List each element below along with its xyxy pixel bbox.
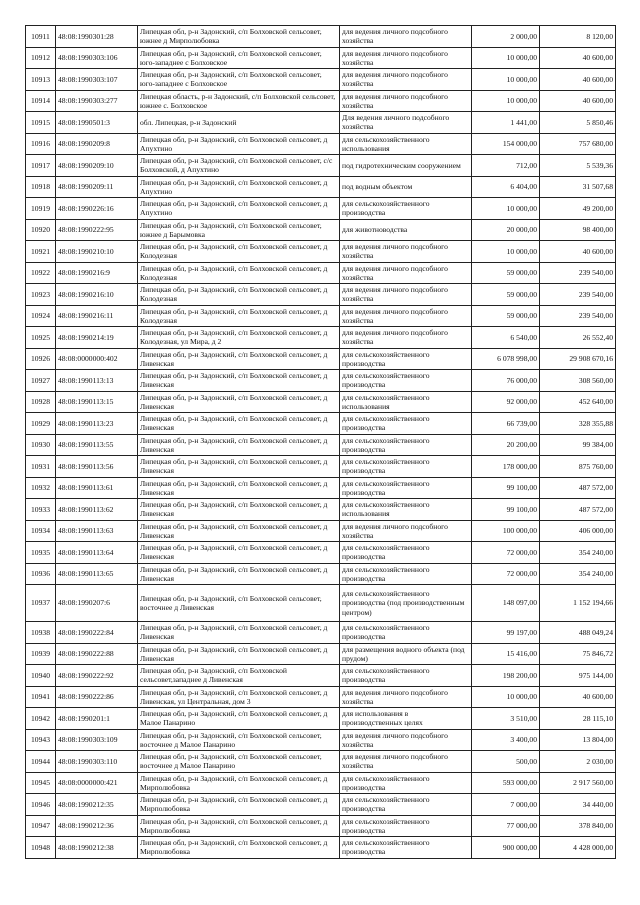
cadastral-number-cell: 48:08:1990113:63 [56,520,138,542]
permitted-use-cell: для сельскохозяйственного производства [340,456,472,478]
permitted-use-cell: для сельскохозяйственного использования [340,391,472,413]
row-number-cell: 10943 [26,729,56,751]
cadastral-number-cell: 48:08:1990216:11 [56,305,138,327]
table-row [26,391,616,413]
row-number-cell: 10944 [26,751,56,773]
cadastral-number-cell: 48:08:1990222:88 [56,643,138,665]
cadastral-number-cell: 48:08:0000000:402 [56,348,138,370]
cadastral-number-cell: 48:08:1990303:277 [56,90,138,112]
table-body [26,26,616,859]
address-cell: Липецкая обл, р-н Задонский, с/п Болховской сельсовет, юго-западнее с Болховское [138,69,340,91]
row-number-cell: 10928 [26,391,56,413]
row-number-cell: 10913 [26,69,56,91]
permitted-use-cell: для сельскохозяйственного производства [340,542,472,564]
permitted-use-cell: для сельскохозяйственного производства [340,563,472,585]
cadastral-number-cell: 48:08:1990212:35 [56,794,138,816]
cadastral-value-cell: 75 846,72 [540,643,616,665]
cadastral-number-cell: 48:08:1990113:15 [56,391,138,413]
table-row [26,542,616,564]
cadastral-number-cell: 48:08:1990209:10 [56,155,138,177]
cadastral-number-cell: 48:08:1990226:16 [56,198,138,220]
cadastral-value-cell: 28 115,10 [540,708,616,730]
row-number-cell: 10936 [26,563,56,585]
row-number-cell: 10918 [26,176,56,198]
permitted-use-cell: для размещения водного объекта (под прудом) [340,643,472,665]
area-cell: 99 100,00 [472,499,540,521]
row-number-cell: 10924 [26,305,56,327]
area-cell: 77 000,00 [472,815,540,837]
area-cell: 10 000,00 [472,90,540,112]
area-cell: 712,00 [472,155,540,177]
address-cell: Липецкая обл, р-н Задонский, с/п Болховской сельсовет, д Мирполюбовка [138,794,340,816]
row-number-cell: 10919 [26,198,56,220]
permitted-use-cell: для ведения личного подсобного хозяйства [340,729,472,751]
address-cell: Липецкая обл, р-н Задонский, с/п Болховской сельсовет, д Колодезная [138,284,340,306]
cadastral-value-cell: 26 552,40 [540,327,616,349]
area-cell: 10 000,00 [472,198,540,220]
row-number-cell: 10931 [26,456,56,478]
area-cell: 59 000,00 [472,262,540,284]
area-cell: 1 441,00 [472,112,540,134]
cadastral-value-cell: 975 144,00 [540,665,616,687]
table-row [26,47,616,69]
address-cell: Липецкая обл, р-н Задонский, с/п Болховской сельсовет, д Ливенская [138,499,340,521]
row-number-cell: 10935 [26,542,56,564]
permitted-use-cell: для сельскохозяйственного производства [340,794,472,816]
cadastral-number-cell: 48:08:1990207:6 [56,585,138,622]
cadastral-number-cell: 48:08:1990303:106 [56,47,138,69]
area-cell: 15 416,00 [472,643,540,665]
address-cell: Липецкая обл, р-н Задонский, с/п Болховской сельсовет, д Колодезная [138,241,340,263]
cadastral-number-cell: 48:08:1990222:92 [56,665,138,687]
cadastral-number-cell: 48:08:1990212:38 [56,837,138,859]
cadastral-number-cell: 48:08:1990212:36 [56,815,138,837]
table-row [26,370,616,392]
address-cell: Липецкая обл, р-н Задонский, с/п Болховской сельсовет, д Ливенская [138,622,340,644]
table-row [26,520,616,542]
table-row [26,305,616,327]
row-number-cell: 10930 [26,434,56,456]
table-row [26,772,616,794]
cadastral-number-cell: 48:08:1990222:86 [56,686,138,708]
permitted-use-cell: для сельскохозяйственного производства [340,413,472,435]
permitted-use-cell: для ведения личного подсобного хозяйства [340,284,472,306]
area-cell: 178 000,00 [472,456,540,478]
row-number-cell: 10939 [26,643,56,665]
cadastral-number-cell: 48:08:1990113:13 [56,370,138,392]
address-cell: Липецкая обл, р-н Задонский, с/п Болховской сельсовет, д Колодезная [138,262,340,284]
permitted-use-cell: для сельскохозяйственного производства [340,622,472,644]
cadastral-number-cell: 48:08:1990209:8 [56,133,138,155]
address-cell: Липецкая обл, р-н Задонский, с/п Болховской сельсовет, д Мирполюбовка [138,837,340,859]
table-row [26,198,616,220]
cadastral-value-cell: 757 680,00 [540,133,616,155]
cadastral-number-cell: 48:08:0000000:421 [56,772,138,794]
area-cell: 20 000,00 [472,219,540,241]
area-cell: 10 000,00 [472,241,540,263]
address-cell: Липецкая обл, р-н Задонский, с/п Болховской сельсовет, восточнее д Малое Панарино [138,751,340,773]
area-cell: 7 000,00 [472,794,540,816]
table-row [26,563,616,585]
cadastral-value-cell: 487 572,00 [540,477,616,499]
permitted-use-cell: для ведения личного подсобного хозяйства [340,262,472,284]
area-cell: 198 200,00 [472,665,540,687]
cadastral-value-cell: 13 804,00 [540,729,616,751]
cadastral-value-cell: 4 428 000,00 [540,837,616,859]
permitted-use-cell: для животноводства [340,219,472,241]
cadastral-number-cell: 48:08:1990303:107 [56,69,138,91]
row-number-cell: 10917 [26,155,56,177]
area-cell: 92 000,00 [472,391,540,413]
address-cell: Липецкая обл, р-н Задонский, с/п Болховской сельсовет, юго-западнее с Болховское [138,47,340,69]
cadastral-value-cell: 8 120,00 [540,26,616,48]
row-number-cell: 10925 [26,327,56,349]
area-cell: 148 097,00 [472,585,540,622]
permitted-use-cell: Для ведения личного подсобного хозяйства [340,112,472,134]
area-cell: 6 404,00 [472,176,540,198]
permitted-use-cell: для сельскохозяйственного производства [340,837,472,859]
row-number-cell: 10937 [26,585,56,622]
permitted-use-cell: для сельскохозяйственного производства [340,370,472,392]
permitted-use-cell: для ведения личного подсобного хозяйства [340,686,472,708]
row-number-cell: 10914 [26,90,56,112]
permitted-use-cell: для ведения личного подсобного хозяйства [340,90,472,112]
area-cell: 3 400,00 [472,729,540,751]
permitted-use-cell: для ведения личного подсобного хозяйства [340,47,472,69]
table-row [26,643,616,665]
row-number-cell: 10923 [26,284,56,306]
cadastral-value-cell: 29 908 670,16 [540,348,616,370]
address-cell: Липецкая обл, р-н Задонский, с/п Болховской сельсовет, д Апухтино [138,133,340,155]
row-number-cell: 10934 [26,520,56,542]
row-number-cell: 10938 [26,622,56,644]
cadastral-number-cell: 48:08:1990222:84 [56,622,138,644]
cadastral-value-cell: 40 600,00 [540,90,616,112]
address-cell: Липецкая обл, р-н Задонский, с/п Болховской сельсовет, д Ливенская [138,348,340,370]
row-number-cell: 10946 [26,794,56,816]
cadastral-number-cell: 48:08:1990214:19 [56,327,138,349]
address-cell: Липецкая обл, р-н Задонский, с/п Болховской сельсовет, д Ливенская [138,434,340,456]
address-cell: Липецкая обл, р-н Задонский, с/п Болховской сельсовет, д Колодезная [138,305,340,327]
table-row [26,176,616,198]
cadastral-number-cell: 48:08:1990201:1 [56,708,138,730]
permitted-use-cell: для сельскохозяйственного производства (под производственным центром) [340,585,472,622]
row-number-cell: 10945 [26,772,56,794]
area-cell: 10 000,00 [472,686,540,708]
permitted-use-cell: для ведения личного подсобного хозяйства [340,520,472,542]
row-number-cell: 10916 [26,133,56,155]
permitted-use-cell: для сельскохозяйственного производства [340,348,472,370]
table-row [26,794,616,816]
permitted-use-cell: под водным объектом [340,176,472,198]
address-cell: Липецкая обл, р-н Задонский, с/п Болховской сельсовет, д Колодезная, ул Мира, д 2 [138,327,340,349]
address-cell: Липецкая обл, р-н Задонский, с/п Болховской сельсовет, д Мирполюбовка [138,815,340,837]
area-cell: 593 000,00 [472,772,540,794]
row-number-cell: 10948 [26,837,56,859]
cadastral-value-cell: 452 640,00 [540,391,616,413]
row-number-cell: 10933 [26,499,56,521]
table-row [26,413,616,435]
cadastral-value-cell: 487 572,00 [540,499,616,521]
permitted-use-cell: для сельскохозяйственного производства [340,198,472,220]
address-cell: Липецкая обл, р-н Задонский, с/п Болховской сельсовет, восточнее д Ливенская [138,585,340,622]
land-plots-table [25,25,616,859]
table-row [26,26,616,48]
permitted-use-cell: для ведения личного подсобного хозяйства [340,69,472,91]
row-number-cell: 10922 [26,262,56,284]
row-number-cell: 10912 [26,47,56,69]
address-cell: Липецкая обл, р-н Задонский, с/п Болховской сельсовет, д Ливенская, ул Центральная, дом 3 [138,686,340,708]
address-cell: Липецкая обл, р-н Задонский, с/п Болховской сельсовет, д Ливенская [138,520,340,542]
permitted-use-cell: для ведения личного подсобного хозяйства [340,751,472,773]
address-cell: Липецкая обл, р-н Задонский, с/п Болховской сельсовет, д Мирполюбовка [138,772,340,794]
area-cell: 99 100,00 [472,477,540,499]
address-cell: Липецкая обл, р-н Задонский, с/п Болховской сельсовет, южнее д Барымовка [138,219,340,241]
table-row [26,665,616,687]
address-cell: Липецкая обл, р-н Задонский, с/п Болховской сельсовет, д Ливенская [138,477,340,499]
permitted-use-cell: для сельскохозяйственного производства [340,815,472,837]
cadastral-number-cell: 48:08:1990113:56 [56,456,138,478]
table-row [26,456,616,478]
area-cell: 3 510,00 [472,708,540,730]
cadastral-value-cell: 34 440,00 [540,794,616,816]
cadastral-value-cell: 406 000,00 [540,520,616,542]
area-cell: 6 078 998,00 [472,348,540,370]
address-cell: Липецкая обл, р-н Задонский, с/п Болховской сельсовет, д Ливенская [138,643,340,665]
cadastral-number-cell: 48:08:1990209:11 [56,176,138,198]
address-cell: Липецкая обл, р-н Задонский, с/п Болховской сельсовет, д Ливенская [138,391,340,413]
table-row [26,499,616,521]
area-cell: 72 000,00 [472,542,540,564]
area-cell: 500,00 [472,751,540,773]
permitted-use-cell: для ведения личного подсобного хозяйства [340,305,472,327]
table-row [26,133,616,155]
permitted-use-cell: для сельскохозяйственного использования [340,133,472,155]
address-cell: Липецкая обл, р-н Задонский, с/п Болховской сельсовет, д Ливенская [138,456,340,478]
row-number-cell: 10911 [26,26,56,48]
document-page [25,25,615,859]
address-cell: Липецкая обл, р-н Задонский, с/п Болховской сельсовет, д Ливенская [138,413,340,435]
table-row [26,751,616,773]
address-cell: Липецкая обл, р-н Задонский, с/п Болховской сельсовет, д Ливенская [138,542,340,564]
cadastral-number-cell: 48:08:1990113:65 [56,563,138,585]
cadastral-value-cell: 31 507,68 [540,176,616,198]
cadastral-value-cell: 40 600,00 [540,241,616,263]
area-cell: 10 000,00 [472,47,540,69]
permitted-use-cell: под гидротехническим сооружением [340,155,472,177]
cadastral-value-cell: 2 917 560,00 [540,772,616,794]
table-row [26,729,616,751]
cadastral-value-cell: 5 539,36 [540,155,616,177]
cadastral-number-cell: 48:08:1990113:23 [56,413,138,435]
cadastral-value-cell: 239 540,00 [540,262,616,284]
area-cell: 99 197,00 [472,622,540,644]
address-cell: Липецкая обл, р-н Задонский, с/п Болховской сельсовет,западнее д Ливенская [138,665,340,687]
table-row [26,708,616,730]
permitted-use-cell: для ведения личного подсобного хозяйства [340,327,472,349]
address-cell: Липецкая обл, р-н Задонский, с/п Болховской сельсовет, д Малое Панарино [138,708,340,730]
cadastral-number-cell: 48:08:1990501:3 [56,112,138,134]
cadastral-value-cell: 40 600,00 [540,69,616,91]
table-row [26,686,616,708]
row-number-cell: 10941 [26,686,56,708]
address-cell: Липецкая обл, р-н Задонский, с/п Болховской сельсовет, д Апухтино [138,176,340,198]
area-cell: 59 000,00 [472,284,540,306]
cadastral-number-cell: 48:08:1990113:61 [56,477,138,499]
cadastral-value-cell: 49 200,00 [540,198,616,220]
table-row [26,69,616,91]
cadastral-value-cell: 378 840,00 [540,815,616,837]
table-row [26,262,616,284]
table-row [26,90,616,112]
table-row [26,241,616,263]
cadastral-value-cell: 40 600,00 [540,47,616,69]
row-number-cell: 10921 [26,241,56,263]
area-cell: 900 000,00 [472,837,540,859]
cadastral-value-cell: 488 049,24 [540,622,616,644]
permitted-use-cell: для использования в производственных целях [340,708,472,730]
table-row [26,477,616,499]
cadastral-value-cell: 875 760,00 [540,456,616,478]
row-number-cell: 10927 [26,370,56,392]
permitted-use-cell: для ведения личного подсобного хозяйства [340,26,472,48]
row-number-cell: 10929 [26,413,56,435]
cadastral-value-cell: 1 152 194,66 [540,585,616,622]
cadastral-value-cell: 239 540,00 [540,284,616,306]
permitted-use-cell: для сельскохозяйственного производства [340,772,472,794]
cadastral-number-cell: 48:08:1990303:110 [56,751,138,773]
permitted-use-cell: для сельскохозяйственного производства [340,477,472,499]
area-cell: 10 000,00 [472,69,540,91]
cadastral-value-cell: 354 240,00 [540,563,616,585]
address-cell: обл. Липецкая, р-н Задонский [138,112,340,134]
area-cell: 2 000,00 [472,26,540,48]
cadastral-number-cell: 48:08:1990113:62 [56,499,138,521]
cadastral-number-cell: 48:08:1990113:55 [56,434,138,456]
table-row [26,622,616,644]
table-row [26,434,616,456]
cadastral-value-cell: 308 560,00 [540,370,616,392]
area-cell: 20 200,00 [472,434,540,456]
address-cell: Липецкая область, р-н Задонский, с/п Болховской сельсовет, южнее с. Болховское [138,90,340,112]
cadastral-value-cell: 5 850,46 [540,112,616,134]
cadastral-number-cell: 48:08:1990216:9 [56,262,138,284]
cadastral-value-cell: 2 030,00 [540,751,616,773]
row-number-cell: 10920 [26,219,56,241]
area-cell: 59 000,00 [472,305,540,327]
area-cell: 154 000,00 [472,133,540,155]
table-row [26,155,616,177]
cadastral-value-cell: 99 384,00 [540,434,616,456]
cadastral-number-cell: 48:08:1990222:95 [56,219,138,241]
table-row [26,112,616,134]
cadastral-number-cell: 48:08:1990113:64 [56,542,138,564]
table-row [26,348,616,370]
area-cell: 100 000,00 [472,520,540,542]
address-cell: Липецкая обл, р-н Задонский, с/п Болховской сельсовет, южнее д Мирполюбовка [138,26,340,48]
permitted-use-cell: для сельскохозяйственного производства [340,665,472,687]
area-cell: 72 000,00 [472,563,540,585]
row-number-cell: 10915 [26,112,56,134]
table-row [26,815,616,837]
address-cell: Липецкая обл, р-н Задонский, с/п Болховской сельсовет, д Апухтино [138,198,340,220]
address-cell: Липецкая обл, р-н Задонский, с/п Болховской сельсовет, д Ливенская [138,563,340,585]
table-row [26,219,616,241]
cadastral-value-cell: 98 400,00 [540,219,616,241]
table-row [26,284,616,306]
row-number-cell: 10947 [26,815,56,837]
area-cell: 66 739,00 [472,413,540,435]
area-cell: 6 540,00 [472,327,540,349]
cadastral-value-cell: 328 355,88 [540,413,616,435]
address-cell: Липецкая обл, р-н Задонский, с/п Болховской сельсовет, д Ливенская [138,370,340,392]
row-number-cell: 10940 [26,665,56,687]
cadastral-number-cell: 48:08:1990216:10 [56,284,138,306]
cadastral-value-cell: 354 240,00 [540,542,616,564]
permitted-use-cell: для ведения личного подсобного хозяйства [340,241,472,263]
address-cell: Липецкая обл, р-н Задонский, с/п Болховской сельсовет, с/с Болховской, д Апухтино [138,155,340,177]
cadastral-number-cell: 48:08:1990301:28 [56,26,138,48]
row-number-cell: 10926 [26,348,56,370]
area-cell: 76 000,00 [472,370,540,392]
permitted-use-cell: для сельскохозяйственного использования [340,499,472,521]
table-row [26,837,616,859]
table-row [26,327,616,349]
table-row [26,585,616,622]
cadastral-number-cell: 48:08:1990303:109 [56,729,138,751]
cadastral-value-cell: 239 540,00 [540,305,616,327]
row-number-cell: 10932 [26,477,56,499]
permitted-use-cell: для сельскохозяйственного производства [340,434,472,456]
row-number-cell: 10942 [26,708,56,730]
address-cell: Липецкая обл, р-н Задонский, с/п Болховской сельсовет, восточнее д Малое Панарино [138,729,340,751]
cadastral-number-cell: 48:08:1990210:10 [56,241,138,263]
cadastral-value-cell: 40 600,00 [540,686,616,708]
